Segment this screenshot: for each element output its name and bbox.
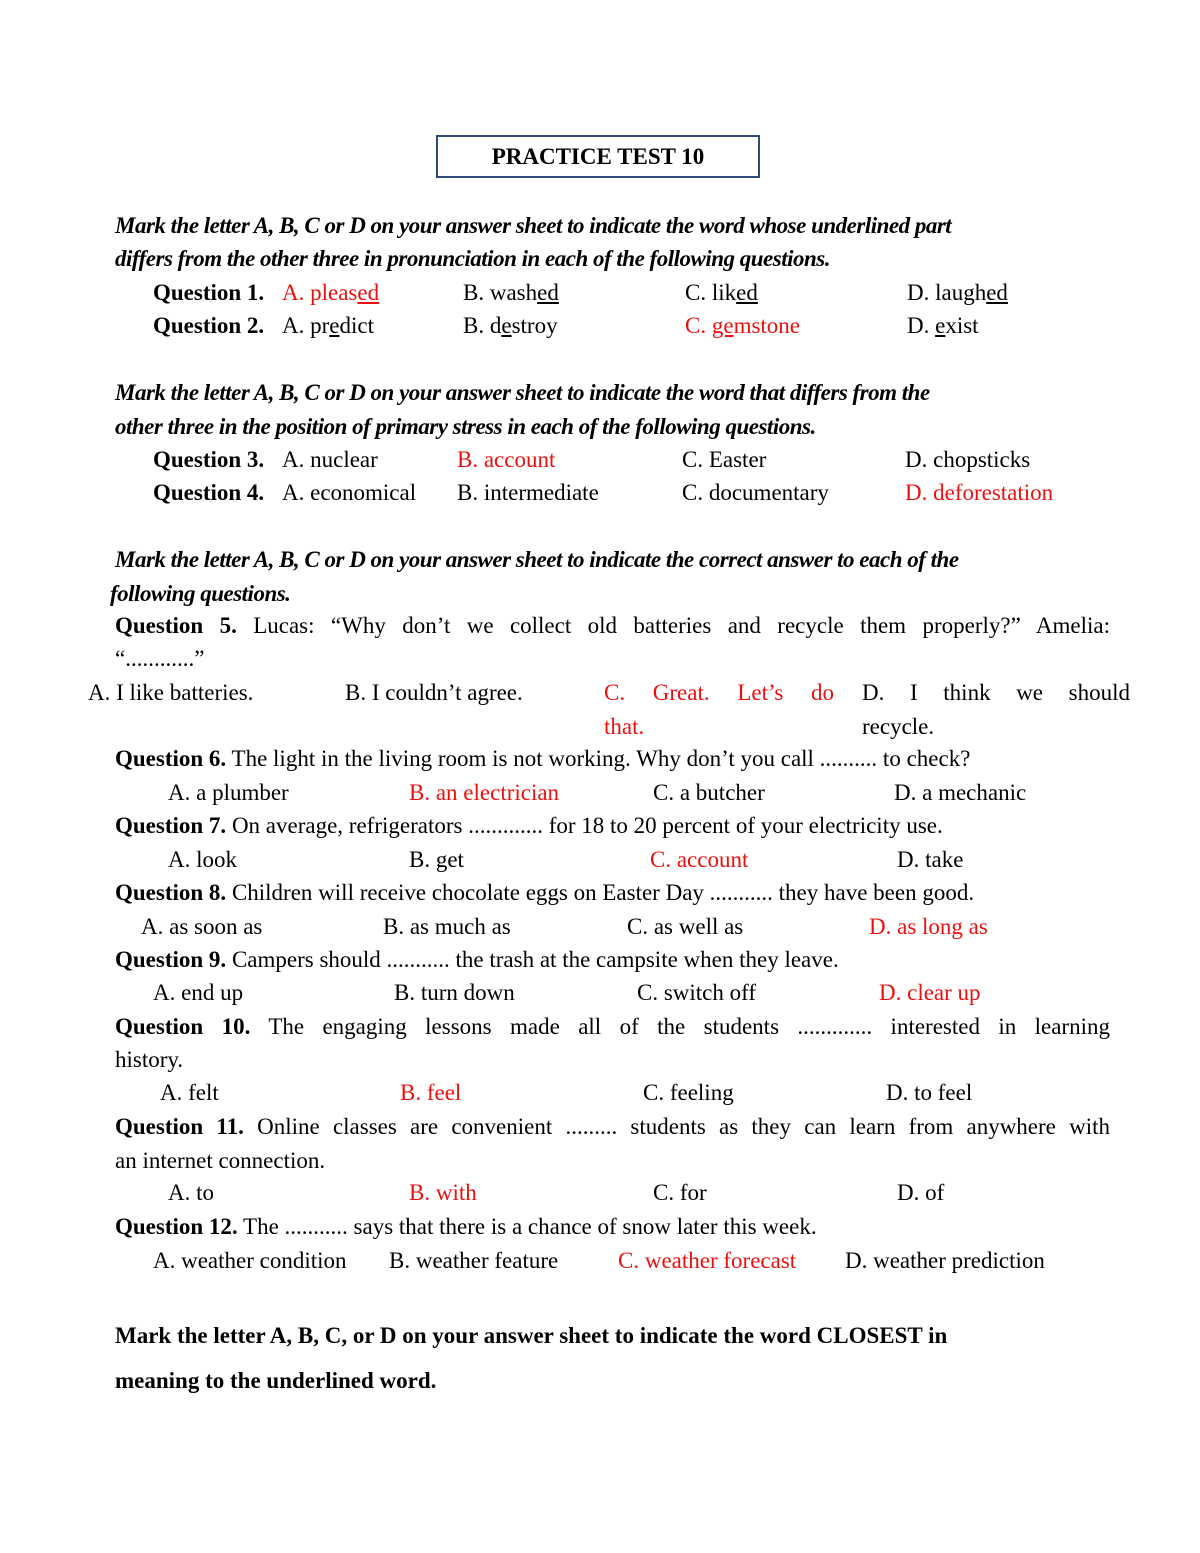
question-3-option-b: B. account	[457, 447, 556, 472]
question-8-stem	[115, 879, 974, 907]
question-5-option-b: B. I couldn’t agree.	[345, 680, 523, 705]
text-fragment: e	[329, 313, 340, 338]
question-1-option-c	[685, 279, 758, 307]
question-8-option-d: D. as long as	[869, 914, 988, 939]
question-6-stem	[115, 745, 970, 773]
text-fragment: C.	[685, 313, 712, 338]
question-6-option-b: B. an electrician	[409, 780, 560, 805]
question-11-stem-line2: an internet connection.	[115, 1148, 326, 1173]
question-6-option-c: C. a butcher	[653, 780, 765, 805]
question-11-option-b: B. with	[409, 1180, 477, 1205]
text-fragment: Campers should ........... the trash at the campsite when they leave.	[231, 947, 839, 972]
text-fragment: D. laugh	[907, 280, 987, 305]
question-10-option-b: B. feel	[400, 1080, 462, 1105]
question-1-option-b	[463, 279, 559, 307]
question-12-option-c: C. weather forecast	[618, 1248, 797, 1273]
question-12-option-a: A. weather condition	[153, 1248, 347, 1273]
text-fragment: B. wash	[463, 280, 538, 305]
text-fragment: xist	[945, 313, 979, 338]
question-9-option-c: C. switch off	[637, 980, 757, 1005]
text-fragment: On average, refrigerators ............. for 18 to 20 percent of your electricity use.	[231, 813, 943, 838]
question-8-option-b: B. as much as	[383, 914, 511, 939]
question-4-option-c: C. documentary	[682, 480, 829, 505]
question-5-stem-line2: “............”	[115, 646, 205, 671]
section4-instruction-line2: meaning to the underlined word.	[115, 1368, 437, 1393]
question-label: Question 5.	[115, 613, 237, 638]
question-5-option-c-line2: that.	[604, 714, 645, 739]
question-label: Question 7.	[115, 813, 227, 838]
question-9-stem	[115, 946, 839, 974]
question-label: Question 11.	[115, 1114, 244, 1139]
question-6-option-d: D. a mechanic	[894, 780, 1027, 805]
question-12-stem	[115, 1213, 817, 1241]
text-fragment: PRACTICE TEST 10	[491, 143, 705, 169]
text-fragment: ge	[711, 313, 734, 338]
text-fragment: The engaging lessons made all of the students ............. interested in learning	[268, 1014, 1110, 1039]
question-1-option-a	[282, 279, 379, 307]
question-10-stem-line1	[115, 1013, 1110, 1041]
question-7-option-b: B. get	[409, 847, 464, 872]
question-label: Question 9.	[115, 947, 227, 972]
text-fragment: ed	[736, 280, 758, 305]
section1-instruction-line2: differs from the other three in pronunciation in each of the following questions.	[115, 246, 830, 271]
question-8-option-a: A. as soon as	[141, 914, 263, 939]
section2-instruction-line2: other three in the position of primary stress in each of the following questions.	[115, 414, 816, 439]
question-10-option-c: C. feeling	[643, 1080, 734, 1105]
question-5-stem-line1	[115, 612, 1110, 640]
text-fragment: C. lik	[685, 280, 737, 305]
question-4-option-d: D. deforestation	[905, 480, 1054, 505]
question-4-option-b: B. intermediate	[457, 480, 599, 505]
text-fragment: e	[501, 313, 512, 338]
question-7-option-a: A. look	[168, 847, 237, 872]
question-label: Question 8.	[115, 880, 227, 905]
question-9-option-a: A. end up	[153, 980, 244, 1005]
question-label: Question 12.	[115, 1214, 238, 1239]
text-fragment: stroy	[511, 313, 558, 338]
text-fragment: dict	[339, 313, 374, 338]
question-1-label: Question 1.	[153, 280, 265, 305]
text-fragment: D.	[907, 313, 936, 338]
question-2-option-d	[907, 312, 979, 340]
question-5-option-a: A. I like batteries.	[88, 680, 254, 705]
section2-instruction-line1: Mark the letter A, B, C or D on your answer sheet to indicate the word that differs from the	[115, 380, 930, 405]
question-3-option-c: C. Easter	[682, 447, 767, 472]
question-4-label: Question 4.	[153, 480, 265, 505]
question-11-option-c: C. for	[653, 1180, 707, 1205]
text-fragment: ed	[357, 280, 380, 305]
question-10-stem-line2: history.	[115, 1047, 184, 1072]
text-fragment: A. pr	[282, 313, 330, 338]
text-fragment: e	[935, 313, 946, 338]
section4-instruction-line1: Mark the letter A, B, C, or D on your answer sheet to indicate the word CLOSEST in	[115, 1323, 948, 1348]
text-fragment: The light in the living room is not working. Why don’t you call .......... to check?	[231, 746, 971, 771]
question-2-option-a	[282, 312, 374, 340]
question-12-option-d: D. weather prediction	[845, 1248, 1045, 1273]
text-fragment: ed	[986, 280, 1008, 305]
question-9-option-b: B. turn down	[394, 980, 515, 1005]
question-3-option-a: A. nuclear	[282, 447, 378, 472]
question-11-stem-line1	[115, 1113, 1110, 1141]
question-2-label: Question 2.	[153, 313, 265, 338]
question-10-option-a: A. felt	[160, 1080, 219, 1105]
text-fragment: ed	[537, 280, 559, 305]
question-4-option-a: A. economical	[282, 480, 417, 505]
text-fragment: Children will receive chocolate eggs on Easter Day ........... they have been good.	[231, 880, 975, 905]
text-fragment: mstone	[733, 313, 801, 338]
text-fragment: B. d	[463, 313, 502, 338]
question-3-label: Question 3.	[153, 447, 265, 472]
question-5-option-c-line1: C. Great. Let’s do	[604, 680, 834, 705]
question-label: Question 6.	[115, 746, 227, 771]
text-fragment: A. pleas	[282, 280, 358, 305]
question-1-option-d	[907, 279, 1008, 307]
text-fragment: Lucas: “Why don’t we collect old batteries and recycle them properly?” Amelia:	[253, 613, 1110, 638]
question-7-option-c: C. account	[650, 847, 749, 872]
text-fragment: The ........... says that there is a chance of snow later this week.	[243, 1214, 817, 1239]
question-9-option-d: D. clear up	[879, 980, 981, 1005]
question-2-option-b	[463, 312, 558, 340]
page-title	[436, 135, 760, 178]
question-5-option-d-line1: D. I think we should	[862, 680, 1130, 705]
question-2-option-c	[685, 312, 800, 340]
question-5-option-d-line2: recycle.	[862, 714, 935, 739]
question-3-option-d: D. chopsticks	[905, 447, 1031, 472]
question-label: Question 10.	[115, 1014, 251, 1039]
question-7-stem	[115, 812, 943, 840]
section3-instruction-line1: Mark the letter A, B, C or D on your answer sheet to indicate the correct answer to each of the	[115, 547, 959, 572]
question-12-option-b: B. weather feature	[389, 1248, 559, 1273]
text-fragment: Online classes are convenient ......... students as they can learn from anywhere with	[257, 1114, 1110, 1139]
section3-instruction-line2: following questions.	[110, 581, 291, 606]
question-11-option-a: A. to	[168, 1180, 214, 1205]
question-8-option-c: C. as well as	[627, 914, 744, 939]
question-7-option-d: D. take	[897, 847, 964, 872]
question-6-option-a: A. a plumber	[168, 780, 289, 805]
question-11-option-d: D. of	[897, 1180, 945, 1205]
question-10-option-d: D. to feel	[886, 1080, 973, 1105]
section1-instruction-line1: Mark the letter A, B, C or D on your answer sheet to indicate the word whose underlined part	[115, 213, 952, 238]
